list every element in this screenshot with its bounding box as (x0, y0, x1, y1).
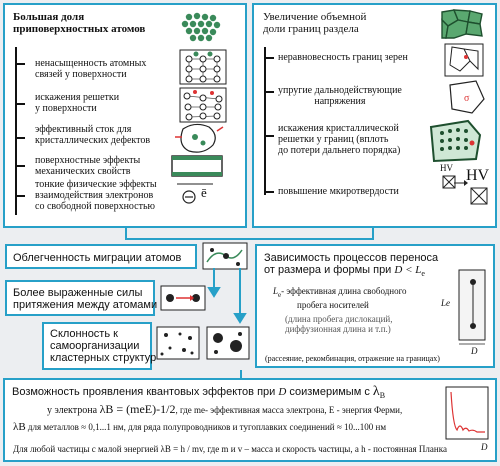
surface-item-distortion: искажения решетки у поверхности (35, 92, 120, 114)
box-transport (255, 244, 495, 368)
bracket-tick (264, 57, 274, 59)
bracket-tick (264, 91, 274, 93)
quantum-title: Возможность проявления квантовых эффектов при D соизмеримым с $\lambda_B$ (12, 384, 386, 401)
quantum-ranges-line: λB для металлов ≈ 0,1...1 нм, для ряда полупроводников и тугоплавких соединений ≈ 10...100 нм (13, 421, 387, 433)
surface-item-electrons: тонкие физические эффекты взаимодействия электронов со свободной поверхностью (35, 179, 157, 212)
bracket-line (15, 47, 17, 215)
arrow-right-icon (454, 179, 468, 187)
electron-path-icon (175, 181, 215, 187)
surface-item-unsaturated: ненасыщенность атомных связей у поверхности (35, 58, 147, 80)
quantum-general-line: Для любой частицы с малой энергией λB = h / mv, где m и v – масса и скорость частицы, а h - постоянная Планка (13, 444, 447, 454)
lattice-icon (179, 49, 227, 85)
hv-large-label: HV (466, 167, 490, 184)
transport-title: Зависимость процессов переноса от размера и формы при $D < L_e$ (264, 252, 439, 279)
panel-interfaces (252, 3, 497, 228)
box-attraction (5, 280, 158, 316)
panel-surface-atoms (3, 3, 247, 228)
mean-free-path-diagram (455, 268, 491, 348)
transport-examples: (длина пробега дислокаций, диффузионная длина и т.п.) (285, 314, 393, 334)
surface-title: Большая доля приповерхностных атомов (13, 11, 146, 35)
stress-icon (446, 79, 486, 115)
grains-icon (440, 8, 484, 42)
indent-large-icon (470, 187, 488, 205)
transport-definition: $L_e-$ эффективная длина свободного пробега носителей (273, 286, 407, 310)
distorted-lattice-icon (179, 87, 227, 123)
quantum-electron-line: у электрона λB = (meE)-1/2, где me- эффективная масса электрона, E - энергия Ферми, (47, 402, 403, 416)
diagram-d-label: D (471, 346, 478, 356)
graph-x-label: D (481, 442, 488, 452)
svg-text:σ: σ (464, 93, 470, 104)
bracket-tick (264, 191, 274, 193)
bracket-tick (15, 195, 25, 197)
quantum-graph (445, 386, 489, 446)
disordered-lattice-icon (428, 119, 482, 163)
diagram-le-label: Le (441, 298, 450, 308)
interfaces-item-hardness: повышение мкиротвердости (278, 186, 399, 197)
bracket-tick (15, 165, 25, 167)
box-selforganization (42, 322, 157, 370)
atom-cluster-icon (179, 11, 223, 41)
transport-footer: (рассеяние, рекомбинация, отражение на границах) (265, 354, 440, 363)
transport-condition: D < L (394, 264, 422, 276)
interfaces-item-nonequilibrium: неравновесность границ зерен (278, 52, 408, 63)
grain-boundary-icon (444, 43, 484, 77)
box-quantum (3, 378, 497, 462)
attraction-icon (160, 285, 206, 311)
bracket-tick (15, 137, 25, 139)
surface-item-mechanical: поверхностные эффекты механических свойств (35, 155, 141, 177)
bracket-tick (15, 103, 25, 105)
migration-icon (202, 242, 248, 270)
bracket-tick (264, 135, 274, 137)
bracket-tick (15, 63, 25, 65)
connector-bottom (240, 370, 242, 378)
defect-sink-icon (173, 121, 223, 155)
hv-small-label: HV (440, 163, 453, 173)
selforg-text: Склонность к самоорганизации кластерных структур (50, 328, 157, 364)
connector-bar (125, 238, 374, 240)
migration-text: Облегченность миграции атомов (13, 252, 182, 264)
surface-item-sink: эффективный сток для кристаллических дефектов (35, 124, 151, 146)
box-migration (5, 244, 197, 269)
interfaces-item-lattice: искажения кристаллической решетки у границ (вплоть до потери дальнего порядка) (278, 123, 401, 156)
electron-symbol: ē (201, 185, 207, 200)
interfaces-item-elastic: упругие дальнодействующие напряжения (278, 85, 402, 107)
cluster-icon-1 (156, 326, 200, 360)
bracket-line (264, 47, 266, 195)
electron-icon (181, 189, 197, 205)
surface-layer-icon (171, 155, 223, 177)
interfaces-title: Увеличение объемной доли границ раздела (263, 11, 367, 35)
attraction-text: Более выраженные силы притяжения между атомами (13, 287, 158, 311)
